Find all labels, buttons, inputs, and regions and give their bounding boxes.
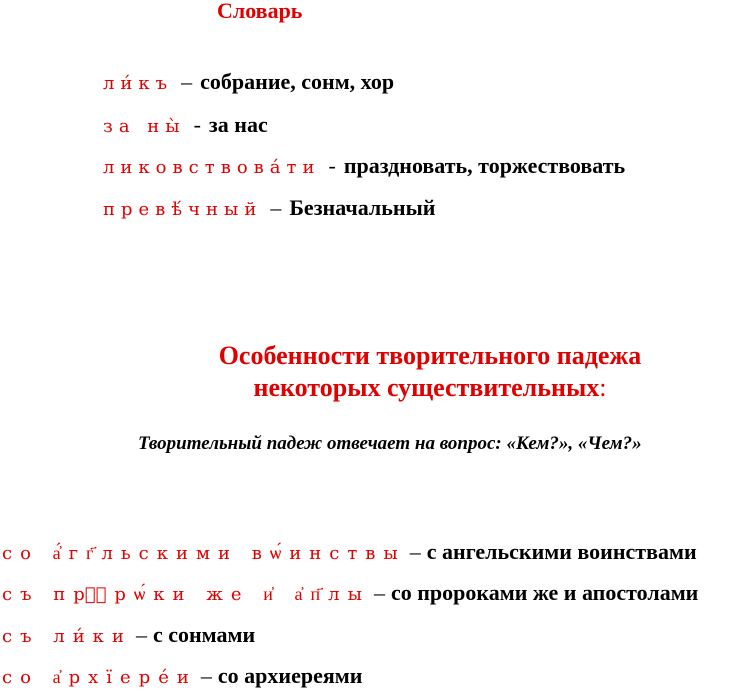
separator: - — [328, 153, 336, 178]
separator: – — [270, 195, 282, 220]
slavonic-example: съ прⷪ҇рѡ́ки же и҆ а҆п҃лы — [2, 584, 370, 605]
slavonic-term: превѣ́чный — [103, 199, 263, 220]
example-entry — [2, 662, 362, 692]
separator: - — [193, 112, 201, 137]
slavonic-example: съ ли́ки — [2, 626, 132, 647]
section-heading — [160, 340, 700, 404]
separator: – — [135, 622, 147, 647]
example-meaning: со архиереями — [217, 663, 363, 688]
separator: – — [373, 580, 385, 605]
section-heading-line1: Особенности творительного падежа — [218, 341, 642, 370]
section-heading-line2: некоторых существительных — [253, 373, 600, 402]
example-meaning: со пророками же и апостолами — [390, 580, 699, 605]
term-meaning: Безначальный — [289, 195, 436, 220]
example-entry — [2, 579, 698, 609]
vocab-entry — [103, 111, 268, 141]
case-question: Творительный падеж отвечает на вопрос: «Кем?», «Чем?» — [138, 433, 642, 454]
term-meaning: собрание, сонм, хор — [200, 69, 395, 94]
term-meaning: праздновать, торжествовать — [343, 153, 626, 178]
heading-colon: : — [599, 373, 607, 402]
example-meaning: с сонмами — [152, 622, 256, 647]
slavonic-term: за ны̀ — [103, 116, 186, 137]
vocab-entry — [103, 194, 435, 224]
vocab-entry — [103, 152, 625, 182]
slavonic-term: ли́къ — [103, 73, 174, 94]
separator: – — [200, 663, 212, 688]
separator: – — [409, 539, 421, 564]
vocab-entry — [103, 68, 394, 98]
slavonic-term: ликовствова́ти — [103, 157, 321, 178]
term-meaning: за нас — [208, 112, 268, 137]
page-title: Словарь — [217, 0, 303, 23]
example-meaning: с ангельскими воинствами — [426, 539, 697, 564]
example-entry — [2, 538, 697, 568]
example-entry — [2, 621, 255, 651]
separator: – — [181, 69, 193, 94]
slavonic-example: со а҆рхїере́и — [2, 667, 197, 688]
slavonic-example: со а҆́гг҃льскими вѡ́инствы — [2, 543, 406, 564]
